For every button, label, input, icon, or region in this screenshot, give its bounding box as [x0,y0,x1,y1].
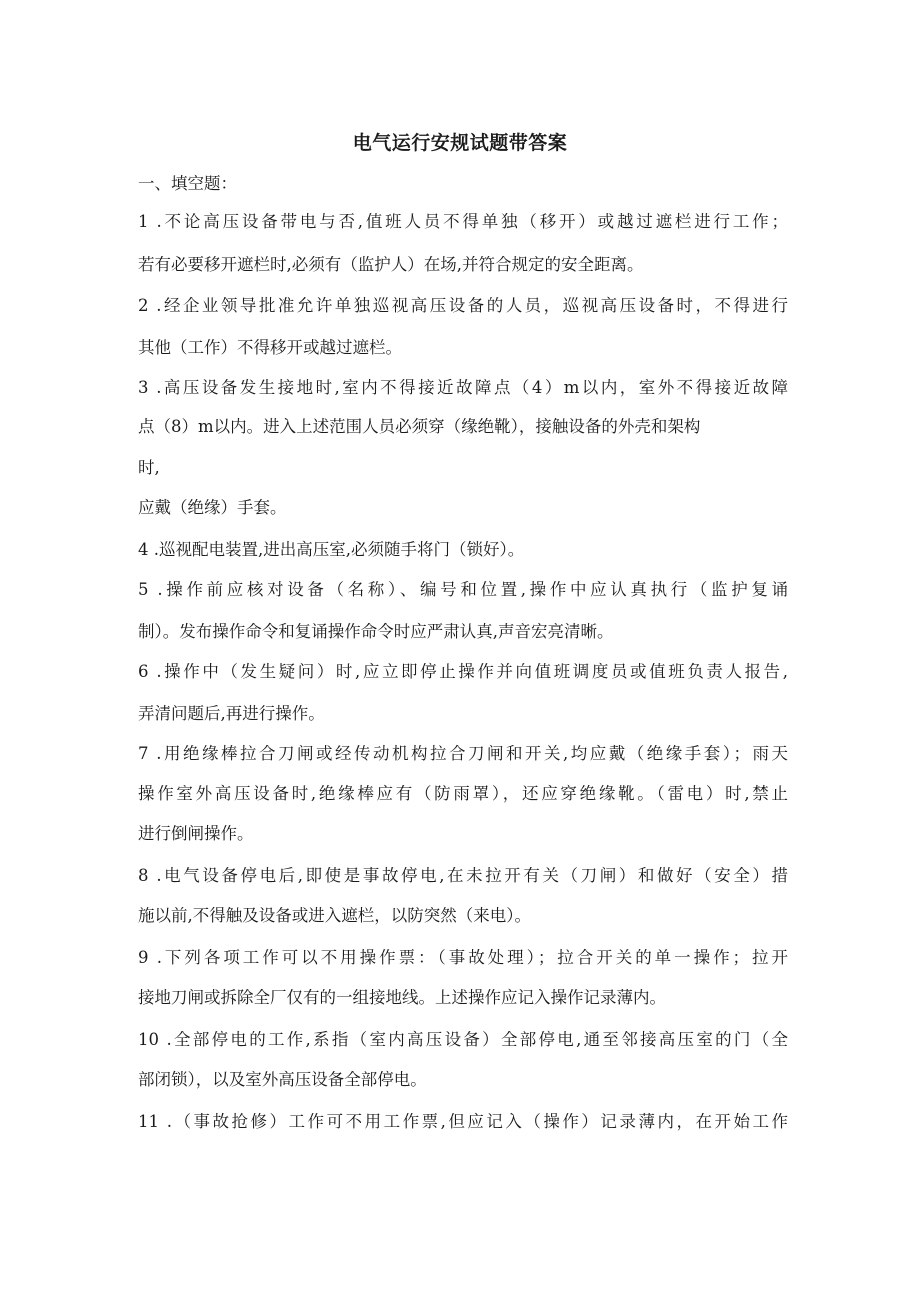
text-line: 施以前,不得触及设备或进入遮栏，以防突然（来电）。 [138,906,531,925]
text-line: 8 .电气设备停电后,即使是事故停电,在未拉开有关（刀闸）和做好（安全）措 [138,866,788,885]
text-line: 其他（工作）不得移开或越过遮栏。 [138,338,402,357]
text-line: 5 .操作前应核对设备（名称）、编号和位置,操作中应认真执行（监护复诵 [138,580,788,599]
text-line: 进行倒闸操作。 [138,824,254,843]
text-line: 1 .不论高压设备带电与否,值班人员不得单独（移开）或越过遮栏进行工作； [138,212,788,231]
text-line: 操作室外高压设备时,绝缘棒应有（防雨罩），还应穿绝缘靴。（雷电）时,禁止 [138,784,788,803]
text-line: 6 .操作中（发生疑问）时,应立即停止操作并向值班调度员或值班负责人报告, [138,662,788,681]
text-line: 弄清问题后,再进行操作。 [138,704,325,723]
text-line: 制）。发布操作命令和复诵操作命令时应严肃认真,声音宏亮清晰。 [138,622,614,641]
text-line: 部闭锁），以及室外高压设备全部停电。 [138,1070,427,1089]
text-line: 11 .（事故抢修）工作可不用工作票,但应记入（操作）记录薄内，在开始工作 [138,1112,788,1131]
text-line: 接地刀闸或拆除全厂仅有的一组接地线。上述操作应记入操作记录薄内。 [138,988,666,1007]
text-line: 10 .全部停电的工作,系指（室内高压设备）全部停电,通至邻接高压室的门（全 [138,1030,788,1049]
text-line: 点（8）m以内。进入上述范围人员必须穿（缘绝靴），接触设备的外壳和架构 [138,417,701,436]
text-line: 3 .高压设备发生接地时,室内不得接近故障点（4）m以内，室外不得接近故障 [138,378,788,397]
text-line: 若有必要移开遮栏时,必须有（监护人）在场,并符合规定的安全距离。 [138,255,644,274]
text-line: 4 .巡视配电装置,进出高压室,必须随手将门（锁好）。 [138,540,525,559]
text-line: 时, [138,458,160,477]
text-line: 2 .经企业领导批准允许单独巡视高压设备的人员，巡视高压设备时，不得进行 [138,296,788,315]
text-line: 7 .用绝缘棒拉合刀闸或经传动机构拉合刀闸和开关,均应戴（绝缘手套）；雨天 [138,744,788,763]
text-line: 9 .下列各项工作可以不用操作票：（事故处理）；拉合开关的单一操作；拉开 [138,948,788,967]
document-title: 电气运行安规试题带答案 [352,132,568,154]
text-line: 应戴（绝缘）手套。 [138,498,287,517]
section-heading: 一、填空题： [138,174,237,193]
